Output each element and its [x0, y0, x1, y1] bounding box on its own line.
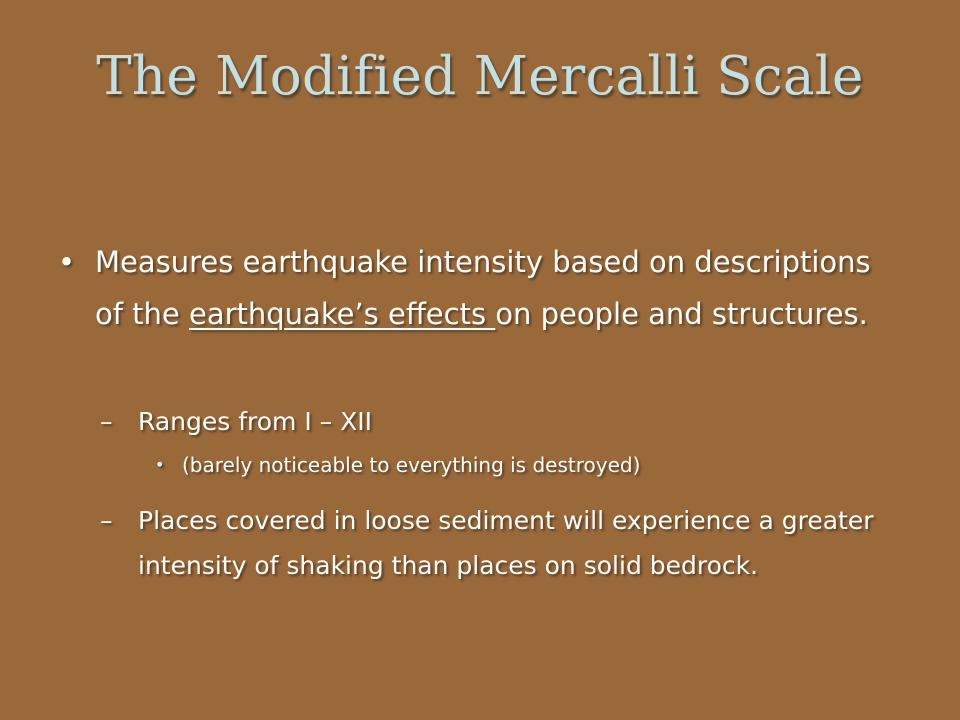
main-bullet-text-end: on people and structures.: [495, 297, 868, 331]
bullet-marker-small: •: [155, 455, 165, 474]
sub-bullet-dash: –: [100, 506, 113, 535]
main-bullet-text-start: Measures earthquake intensity based on descriptions of the: [95, 245, 871, 331]
main-bullet-text: [95, 236, 885, 340]
sub-bullet-range: Ranges from I – XII: [138, 407, 372, 436]
slide-title: The Modified Mercalli Scale: [96, 46, 864, 107]
bullet-marker: •: [58, 245, 76, 279]
sub-sub-bullet-description: (barely noticeable to everything is destroyed): [182, 453, 641, 477]
underlined-phrase: earthquake’s effects: [188, 297, 496, 331]
sub-bullet-sediment: Places covered in loose sediment will experience a greater intensity of shaking than places on solid bedrock.: [138, 506, 874, 580]
sub-bullet-dash: –: [100, 407, 113, 436]
